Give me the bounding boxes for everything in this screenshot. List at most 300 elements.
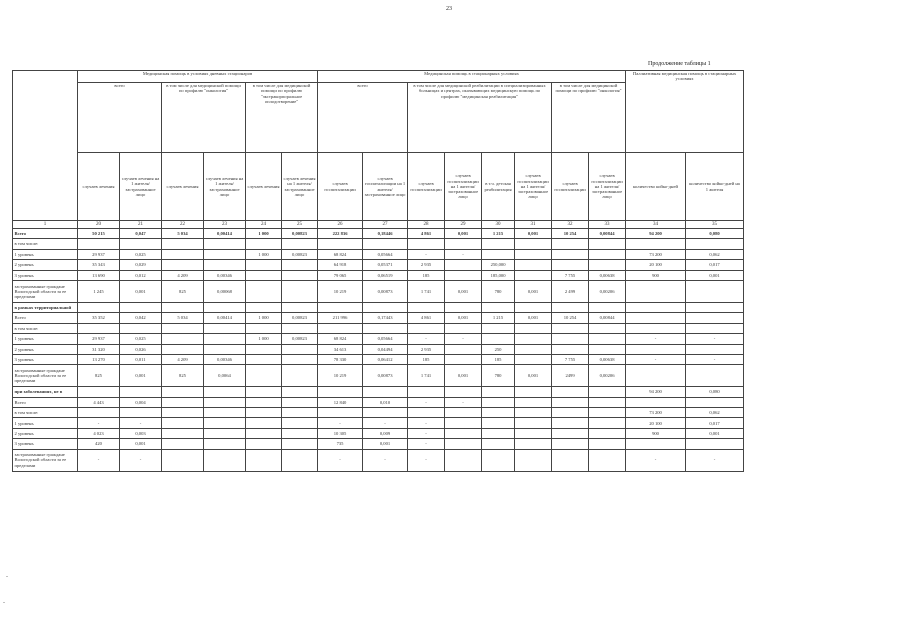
- column-number-row: [13, 221, 744, 229]
- table-cell: [482, 449, 515, 471]
- table-cell: 0,004: [120, 397, 162, 407]
- table-cell: [686, 344, 744, 354]
- table-cell: [589, 323, 626, 333]
- table-cell: 2 935: [408, 260, 445, 270]
- table-cell: 20 100: [626, 418, 686, 428]
- column-numbers: [13, 221, 744, 229]
- table-row: [13, 397, 744, 407]
- table-cell: [445, 428, 482, 438]
- table-cell: 0,00638: [589, 354, 626, 364]
- table-header: [13, 71, 744, 221]
- table-cell: [318, 323, 363, 333]
- table-cell: [515, 449, 552, 471]
- table-cell: 0,029: [120, 260, 162, 270]
- table-cell: -: [408, 249, 445, 259]
- table-cell: [408, 302, 445, 312]
- table-cell: [282, 270, 318, 280]
- table-cell: [515, 439, 552, 449]
- table-cell: [515, 334, 552, 344]
- table-cell: 0,010: [363, 397, 408, 407]
- table-cell: [246, 302, 282, 312]
- table-cell: [282, 408, 318, 418]
- table-cell: [204, 418, 246, 428]
- subheader-c35: количество койко-дней на 1 жителя: [686, 153, 744, 221]
- table-cell: [204, 408, 246, 418]
- table-cell: [482, 408, 515, 418]
- table-cell: 0,00823: [282, 313, 318, 323]
- table-cell: [445, 354, 482, 364]
- subheader-c34: количество койко-дней: [626, 153, 686, 221]
- table-cell: [445, 260, 482, 270]
- table-cell: [318, 302, 363, 312]
- table-cell: [515, 239, 552, 249]
- table-cell: 0,001: [363, 439, 408, 449]
- table-cell: 0,026: [120, 344, 162, 354]
- table-cell: [482, 302, 515, 312]
- table-cell: -: [626, 449, 686, 471]
- header-day-oncology: в том числе для медицинской помощи по профилю "онкология": [162, 83, 246, 153]
- table-cell: -: [363, 418, 408, 428]
- table-cell: [515, 323, 552, 333]
- table-cell: 0,00206: [589, 365, 626, 387]
- table-cell: 50 215: [78, 229, 120, 239]
- table-cell: [282, 260, 318, 270]
- table-cell: [408, 323, 445, 333]
- table-cell: [589, 449, 626, 471]
- table-cell: 0,017: [686, 418, 744, 428]
- table-cell: [589, 334, 626, 344]
- column-number: 28: [408, 221, 445, 229]
- table-cell: [282, 387, 318, 397]
- table-cell: 0,001: [120, 439, 162, 449]
- table-cell: [589, 408, 626, 418]
- table-cell: 0,001: [515, 365, 552, 387]
- table-cell: 0,05664: [363, 334, 408, 344]
- table-cell: [686, 280, 744, 302]
- table-cell: 0,001: [515, 229, 552, 239]
- table-cell: [78, 323, 120, 333]
- table-cell: 7 755: [552, 270, 589, 280]
- table-cell: [445, 302, 482, 312]
- table-cell: 900: [626, 428, 686, 438]
- table-cell: 0,06519: [363, 270, 408, 280]
- table-cell: [408, 408, 445, 418]
- table-cell: 13 270: [78, 354, 120, 364]
- table-cell: -: [318, 449, 363, 471]
- table-cell: -: [686, 449, 744, 471]
- table-cell: 0,00844: [589, 229, 626, 239]
- table-cell: [204, 260, 246, 270]
- table-cell: [482, 439, 515, 449]
- row-label: 1 уровень: [13, 249, 78, 259]
- subheader-c31: случаев госпитализации на 1 жителя/застрахованное лицо: [515, 153, 552, 221]
- column-number: 30: [482, 221, 515, 229]
- table-cell: 0,001: [120, 365, 162, 387]
- header-inpatient-total: всего: [318, 83, 408, 153]
- table-body: [13, 229, 744, 472]
- table-cell: 0,00873: [363, 365, 408, 387]
- table-cell: 0,00638: [589, 270, 626, 280]
- table-cell: 1 741: [408, 365, 445, 387]
- table-cell: 735: [318, 439, 363, 449]
- row-label-header: [13, 71, 78, 221]
- table-cell: 0,025: [120, 249, 162, 259]
- table-cell: 0,05664: [363, 249, 408, 259]
- row-label: 2 уровень: [13, 260, 78, 270]
- table-cell: [363, 302, 408, 312]
- table-cell: 222 836: [318, 229, 363, 239]
- table-cell: [552, 397, 589, 407]
- table-cell: [626, 280, 686, 302]
- subheader-c22: случаев лечения: [162, 153, 204, 221]
- table-cell: [589, 249, 626, 259]
- table-cell: [482, 418, 515, 428]
- column-number: 22: [162, 221, 204, 229]
- table-cell: 0,017: [686, 260, 744, 270]
- table-cell: [515, 387, 552, 397]
- column-number: 27: [363, 221, 408, 229]
- table-row: [13, 249, 744, 259]
- table-cell: 0,011: [120, 354, 162, 364]
- table-row: [13, 334, 744, 344]
- header-day-hospital: Медицинская помощь в условиях дневных стационаров: [78, 71, 318, 83]
- table-cell: 0,04494: [363, 344, 408, 354]
- subheader-c28: случаев госпитализации: [408, 153, 445, 221]
- table-cell: -: [408, 334, 445, 344]
- table-cell: [552, 428, 589, 438]
- table-cell: [204, 302, 246, 312]
- table-cell: -: [686, 334, 744, 344]
- table-cell: [515, 302, 552, 312]
- table-cell: [515, 397, 552, 407]
- table-cell: -: [78, 418, 120, 428]
- table-cell: [363, 239, 408, 249]
- table-cell: 0,00346: [204, 270, 246, 280]
- table-cell: [589, 428, 626, 438]
- table-cell: [282, 449, 318, 471]
- table-cell: 35 343: [78, 260, 120, 270]
- table-cell: [686, 439, 744, 449]
- table-cell: [589, 439, 626, 449]
- table-cell: 0,00873: [363, 280, 408, 302]
- table-cell: [78, 387, 120, 397]
- table-cell: [282, 344, 318, 354]
- table-cell: 185: [408, 354, 445, 364]
- table-cell: [246, 354, 282, 364]
- column-number: 21: [120, 221, 162, 229]
- table-cell: 0,001: [686, 270, 744, 280]
- table-cell: [162, 334, 204, 344]
- table-cell: [204, 344, 246, 354]
- table-cell: [363, 323, 408, 333]
- table-cell: 0,17443: [363, 313, 408, 323]
- table-cell: [246, 449, 282, 471]
- table-cell: [204, 449, 246, 471]
- table-cell: -: [363, 449, 408, 471]
- table-cell: -: [120, 418, 162, 428]
- table-cell: -: [626, 334, 686, 344]
- data-table: [12, 70, 744, 472]
- subheader-c32: случаев госпитализации: [552, 153, 589, 221]
- table-cell: -: [318, 418, 363, 428]
- table-cell: [515, 344, 552, 354]
- table-cell: [162, 449, 204, 471]
- table-cell: -: [626, 354, 686, 364]
- table-cell: 0,062: [686, 249, 744, 259]
- table-cell: 68 824: [318, 249, 363, 259]
- table-cell: 4 443: [78, 397, 120, 407]
- table-cell: [552, 439, 589, 449]
- table-cell: [246, 418, 282, 428]
- table-cell: [626, 397, 686, 407]
- row-label: застрахованные граждане Вологодской области за ее пределами: [13, 449, 78, 471]
- table-cell: 0,00844: [589, 313, 626, 323]
- table-cell: [552, 344, 589, 354]
- table-cell: 185: [482, 354, 515, 364]
- continuation-label: Продолжение таблицы 1: [648, 61, 711, 67]
- table-cell: 12 840: [318, 397, 363, 407]
- table-cell: [162, 418, 204, 428]
- table-cell: [445, 323, 482, 333]
- table-cell: [589, 387, 626, 397]
- scan-mark: -: [6, 574, 8, 580]
- table-cell: [482, 397, 515, 407]
- table-cell: [204, 387, 246, 397]
- column-number: 29: [445, 221, 482, 229]
- table-cell: 94 200: [626, 387, 686, 397]
- table-cell: [282, 354, 318, 364]
- row-label: в рамках территориальной: [13, 302, 78, 312]
- table-cell: 1 741: [408, 280, 445, 302]
- row-label: в том числе:: [13, 408, 78, 418]
- table-cell: [626, 302, 686, 312]
- table-cell: 2 499: [552, 280, 589, 302]
- table-cell: 0,001: [445, 280, 482, 302]
- table-cell: [282, 418, 318, 428]
- table-cell: [282, 365, 318, 387]
- table-cell: [445, 408, 482, 418]
- row-label: 1 уровень: [13, 334, 78, 344]
- table-cell: 1 000: [246, 313, 282, 323]
- table-cell: [120, 323, 162, 333]
- table-row: [13, 365, 744, 387]
- table-cell: 0,009: [363, 428, 408, 438]
- table-cell: 825: [78, 365, 120, 387]
- table-cell: 250,000: [482, 260, 515, 270]
- table-cell: [246, 280, 282, 302]
- table-cell: [686, 365, 744, 387]
- table-cell: [626, 365, 686, 387]
- table-cell: [120, 387, 162, 397]
- table-cell: 64 918: [318, 260, 363, 270]
- column-number: 20: [78, 221, 120, 229]
- header-inpatient-oncology: в том числе для медицинской помощи по профилю "онкология": [552, 83, 626, 153]
- table-cell: [162, 239, 204, 249]
- table-cell: [552, 249, 589, 259]
- table-cell: [162, 260, 204, 270]
- table-row: [13, 280, 744, 302]
- header-day-eco: в том числе для медицинской помощи по профилю "экстракорпоральное оплодотворение": [246, 83, 318, 153]
- table-cell: [246, 344, 282, 354]
- table-cell: [246, 397, 282, 407]
- table-cell: [408, 239, 445, 249]
- table-cell: [204, 397, 246, 407]
- table-cell: 7 755: [552, 354, 589, 364]
- table-cell: 0,18446: [363, 229, 408, 239]
- table-cell: [162, 387, 204, 397]
- table-cell: [246, 387, 282, 397]
- table-cell: [445, 449, 482, 471]
- table-cell: 1 215: [482, 229, 515, 239]
- column-number: 31: [515, 221, 552, 229]
- table-cell: [162, 344, 204, 354]
- table-cell: [318, 408, 363, 418]
- table-cell: [445, 344, 482, 354]
- column-number: 23: [204, 221, 246, 229]
- table-cell: [552, 260, 589, 270]
- table-cell: -: [120, 449, 162, 471]
- table-cell: 420: [78, 439, 120, 449]
- table-cell: 2499: [552, 365, 589, 387]
- table-cell: [686, 397, 744, 407]
- table-cell: 0,00414: [204, 313, 246, 323]
- column-number: 32: [552, 221, 589, 229]
- table-cell: 4 861: [408, 313, 445, 323]
- table-cell: 79 065: [318, 270, 363, 280]
- table-cell: [445, 418, 482, 428]
- table-cell: 0,012: [120, 270, 162, 280]
- table-cell: 5 034: [162, 229, 204, 239]
- table-cell: [552, 334, 589, 344]
- row-label: застрахованные граждане Вологодской области за ее пределами: [13, 280, 78, 302]
- table-cell: 0,080: [686, 229, 744, 239]
- table-cell: [78, 302, 120, 312]
- table-cell: 0,00414: [204, 229, 246, 239]
- table-cell: [552, 239, 589, 249]
- table-cell: -: [408, 449, 445, 471]
- table-cell: 0,00206: [589, 280, 626, 302]
- table-cell: [246, 270, 282, 280]
- table-cell: [78, 239, 120, 249]
- table-cell: [515, 354, 552, 364]
- table-cell: 4 209: [162, 354, 204, 364]
- table-cell: 825: [162, 280, 204, 302]
- table-cell: [515, 408, 552, 418]
- table-cell: [162, 439, 204, 449]
- column-number: 35: [686, 221, 744, 229]
- table-cell: 1 000: [246, 334, 282, 344]
- table-cell: 1 215: [482, 313, 515, 323]
- table-cell: -: [445, 397, 482, 407]
- header-day-total: всего: [78, 83, 162, 153]
- table-cell: [162, 408, 204, 418]
- subheader-c26: случаев госпитализации: [318, 153, 363, 221]
- table-cell: [589, 397, 626, 407]
- table-cell: [120, 239, 162, 249]
- row-label: 3 уровень: [13, 270, 78, 280]
- table-cell: [162, 249, 204, 259]
- table-row: [13, 229, 744, 239]
- table-cell: [445, 439, 482, 449]
- table-cell: [318, 387, 363, 397]
- subheader-c29: случаев госпитализации на 1 жителя/застрахованное лицо: [445, 153, 482, 221]
- table-cell: 1 000: [246, 229, 282, 239]
- column-number: 33: [589, 221, 626, 229]
- table-cell: [626, 344, 686, 354]
- table-cell: [515, 428, 552, 438]
- table-cell: 4 861: [408, 229, 445, 239]
- table-row: [13, 302, 744, 312]
- table-cell: [686, 313, 744, 323]
- table-cell: [515, 270, 552, 280]
- table-cell: [162, 428, 204, 438]
- column-number: 26: [318, 221, 363, 229]
- table-cell: -: [408, 428, 445, 438]
- table-cell: [204, 249, 246, 259]
- column-number: 34: [626, 221, 686, 229]
- table-cell: -: [445, 249, 482, 259]
- table-cell: [162, 397, 204, 407]
- subheader-c30: в т.ч. детская реабилитация: [482, 153, 515, 221]
- row-label: 3 уровень: [13, 439, 78, 449]
- table-cell: -: [408, 418, 445, 428]
- table-row: [13, 387, 744, 397]
- table-cell: [363, 408, 408, 418]
- table-cell: [246, 323, 282, 333]
- row-label: застрахованные граждане Вологодской области за ее пределами: [13, 365, 78, 387]
- row-label: 2 уровень: [13, 428, 78, 438]
- table-cell: 0,001: [445, 229, 482, 239]
- table-cell: [552, 418, 589, 428]
- table-cell: 0,062: [686, 408, 744, 418]
- table-cell: [246, 260, 282, 270]
- row-label: 3 уровень: [13, 354, 78, 364]
- table-cell: -: [78, 449, 120, 471]
- table-cell: [552, 302, 589, 312]
- table-cell: [482, 323, 515, 333]
- table-cell: 10 219: [318, 280, 363, 302]
- row-label: 1 уровень: [13, 418, 78, 428]
- row-label: при заболеваниях, не в: [13, 387, 78, 397]
- table-cell: [552, 449, 589, 471]
- row-label: в том числе:: [13, 323, 78, 333]
- table-cell: [626, 323, 686, 333]
- table-cell: [686, 302, 744, 312]
- table-cell: 250: [482, 344, 515, 354]
- table-cell: [204, 239, 246, 249]
- table-cell: 1 000: [246, 249, 282, 259]
- table-cell: [626, 239, 686, 249]
- table-cell: [482, 428, 515, 438]
- table-cell: 78 330: [318, 354, 363, 364]
- table-cell: [282, 439, 318, 449]
- table-row: [13, 354, 744, 364]
- table-row: [13, 313, 744, 323]
- table-cell: 0,0064: [204, 365, 246, 387]
- table-cell: [363, 387, 408, 397]
- table-cell: 0,00823: [282, 249, 318, 259]
- table-cell: [120, 408, 162, 418]
- table-cell: [589, 302, 626, 312]
- subheader-c21: случаев лечения на 1 жителя/застрахованное лицо: [120, 153, 162, 221]
- table-cell: [204, 439, 246, 449]
- table-row: [13, 260, 744, 270]
- table-cell: 0,00346: [204, 354, 246, 364]
- table-cell: [318, 239, 363, 249]
- table-cell: 0,00823: [282, 334, 318, 344]
- table-cell: 29 937: [78, 249, 120, 259]
- table-cell: 0,05371: [363, 260, 408, 270]
